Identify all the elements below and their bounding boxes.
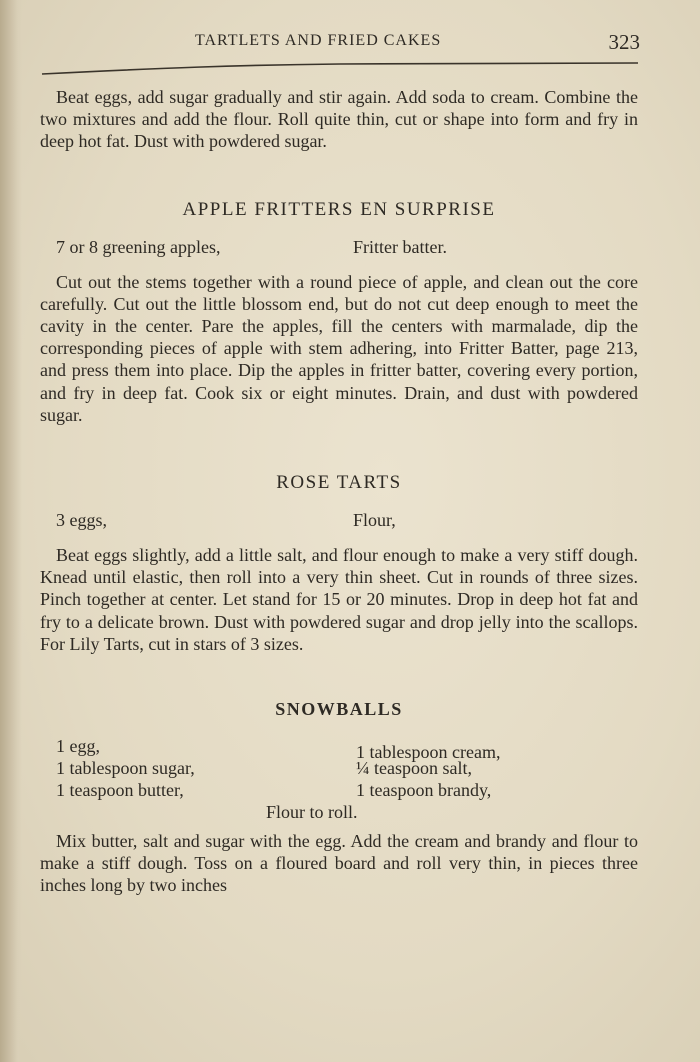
snowballs-paragraph: Mix butter, salt and sugar with the egg. Add the cream and brandy and flour to make a stiff dough. Toss on a floured board and roll very thin, in pieces three inches long by two inches: [40, 831, 638, 896]
section-title-rose-tarts: ROSE TARTS: [276, 472, 402, 494]
intro-paragraph: Beat eggs, add sugar gradually and stir again. Add soda to cream. Combine the two mixtures and add the flour. Roll quite thin, cut or shape into form and fry in deep hot fat. Dust with powdered sugar.: [40, 87, 638, 152]
page-number: 323: [608, 30, 640, 54]
ingredient-item: 3 eggs,: [56, 510, 107, 531]
ingredient-item: ¼ teaspoon salt,: [356, 758, 472, 779]
ingredient-item: 1 teaspoon brandy,: [356, 780, 492, 801]
ingredient-item: 1 tablespoon sugar,: [56, 758, 195, 779]
ingredient-item: Flour,: [353, 510, 396, 531]
ingredient-item: 1 tablespoon cream,: [356, 742, 501, 763]
page-header: [40, 28, 640, 58]
ingredient-row: [40, 237, 638, 259]
ingredient-item: 1 egg,: [56, 736, 100, 757]
apple-fritters-paragraph: Cut out the stems together with a round piece of apple, and clean out the core carefully. Cut out the little blossom end, but do not cut deep enough to meet the cavity in the center. Pare the apples, fill the centers with marmalade, dip the corresponding pieces of apple with stem adhering, into Fritter Batter, page 213, and press them into place. Dip the apples in fritter batter, covering every portion, and fry in deep fat. Cook six or eight minutes. Drain, and dust with powdered sugar.: [40, 271, 638, 425]
running-head: TARTLETS AND FRIED CAKES: [195, 32, 442, 49]
ingredient-item: 7 or 8 greening apples,: [56, 236, 221, 257]
ingredient-row: [40, 736, 638, 763]
section-title-apple-fritters: APPLE FRITTERS EN SURPRISE: [182, 198, 496, 220]
ingredient-row: [40, 802, 638, 824]
ingredient-item: Fritter batter.: [353, 236, 447, 257]
rose-tarts-paragraph: Beat eggs slightly, add a little salt, and flour enough to make a very stiff dough. Knead until elastic, then roll into a very thin sheet. Cut in rounds of three sizes. Pinch together at center. Let stand for 15 or 20 minutes. Drop in deep hot fat and fry to a delicate brown. Dust with powdered sugar and drop jelly into the scallops. For Lily Tarts, cut in stars of 3 sizes.: [40, 545, 638, 654]
ingredient-row: [40, 758, 638, 780]
header-rule: [40, 62, 640, 76]
ingredient-item: 1 teaspoon butter,: [56, 780, 184, 801]
ingredient-footer: Flour to roll.: [266, 802, 358, 823]
ingredient-row: [40, 510, 638, 532]
section-title-snowballs: SNOWBALLS: [275, 699, 403, 720]
page-content: [40, 86, 638, 897]
page-gutter-shadow: [0, 0, 22, 1062]
ingredient-row: [40, 780, 638, 802]
